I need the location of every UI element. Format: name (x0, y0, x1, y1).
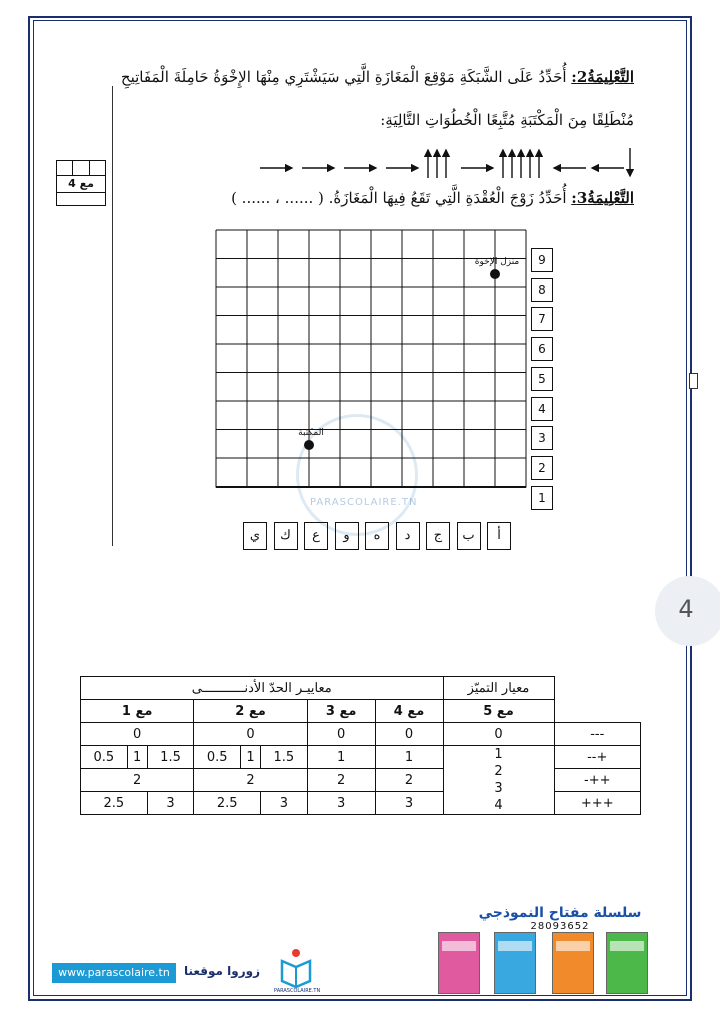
header-minimum: معاييـر الحدّ الأدنـــــــــــى (81, 677, 444, 700)
col-m5: مع 5 (443, 700, 554, 723)
y-label-9: 9 (531, 248, 553, 272)
y-label-2: 2 (531, 456, 553, 480)
level-label: --+ (554, 746, 641, 769)
grid-point-label: المكتبة (298, 428, 324, 438)
margin-line (112, 86, 113, 546)
y-label-7: 7 (531, 307, 553, 331)
task2-line2: مُنْطَلِقًا مِنَ الْمَكْتَبَةِ مُتَّبِعًا الْخُطُوَاتِ التَّالِيَةِ: (380, 111, 634, 129)
criteria-table (80, 676, 641, 815)
task3-text: أُحَدِّدُ زَوْجَ الْعُقْدَةِ الَّتِي تَقَعُ فِيهَا الْمَغَازَةُ. ( ...... ، ...... ) (231, 189, 567, 207)
y-label-3: 3 (531, 426, 553, 450)
task2-heading: التَّعْلِيمَةُ2: (571, 68, 634, 86)
col-m2: مع 2 (194, 700, 307, 723)
direction-arrows (258, 146, 638, 182)
grid-point-1 (490, 269, 500, 279)
x-label: ج (426, 522, 450, 550)
table-row: 0.5 1 1.5 0.5 1 1.5 1 1 1 2 3 4 --+ (81, 746, 641, 769)
task3-line (231, 189, 634, 207)
x-label: أ (487, 522, 511, 550)
criterion-label: مع 4 (57, 176, 105, 193)
task3-heading: التَّعْلِيمَةُ3: (571, 189, 634, 207)
watermark-text: PARASCOLAIRE.TN (310, 497, 418, 508)
visit-label: زوروا موقعنا (184, 964, 261, 978)
x-label: ك (274, 522, 298, 550)
grid-point-2 (304, 440, 314, 450)
table-row: 2.5 3 2.5 3 3 3 +++ (81, 792, 641, 815)
page-number: 4 (655, 576, 720, 646)
y-label-1: 1 (531, 486, 553, 510)
parascolaire-logo-icon (276, 945, 316, 991)
book-cover-2 (494, 932, 536, 994)
col-m1: مع 1 (81, 700, 194, 723)
series-phone: 28093652 (530, 921, 590, 932)
col-m3: مع 3 (307, 700, 375, 723)
col-m4: مع 4 (375, 700, 443, 723)
level-label: +++ (554, 792, 641, 815)
x-label: ي (243, 522, 267, 550)
criterion-box (56, 160, 106, 206)
side-tab-marker (689, 373, 698, 389)
y-label-4: 4 (531, 397, 553, 421)
m5-values: 1 2 3 4 (443, 746, 554, 815)
x-label: ب (457, 522, 481, 550)
book-cover-1 (438, 932, 480, 994)
x-label: و (335, 522, 359, 550)
x-label: ع (304, 522, 328, 550)
level-label: --- (554, 723, 641, 746)
table-row: 0 0 0 0 0 --- (81, 723, 641, 746)
table-row: 2 2 2 2 -++ (81, 769, 641, 792)
y-label-5: 5 (531, 367, 553, 391)
coordinate-grid (210, 228, 530, 518)
y-label-6: 6 (531, 337, 553, 361)
task2-text: أُحَدِّدُ عَلَى الشَّبَكَةِ مَوْقِعَ الْمَغَازَةِ الَّتِي سَيَشْتَرِي مِنْهَا الإِخْوَةُ حَامِلَةَ الْمَفَاتِيحِ (120, 68, 567, 86)
book-cover-3 (552, 932, 594, 994)
header-distinction: معيار التميّز (443, 677, 554, 700)
series-title: سلسلة مفتاح النموذجي (478, 905, 642, 921)
grid-point-label: منزل الإخوة (474, 257, 520, 267)
logo-label: PARASCOLAIRE.TN (274, 988, 321, 994)
level-label: -++ (554, 769, 641, 792)
x-label: ه (365, 522, 389, 550)
y-label-8: 8 (531, 278, 553, 302)
x-label: د (396, 522, 420, 550)
website-link[interactable]: www.parascolaire.tn (52, 963, 176, 983)
task2-line1 (121, 68, 634, 86)
book-cover-4 (606, 932, 648, 994)
